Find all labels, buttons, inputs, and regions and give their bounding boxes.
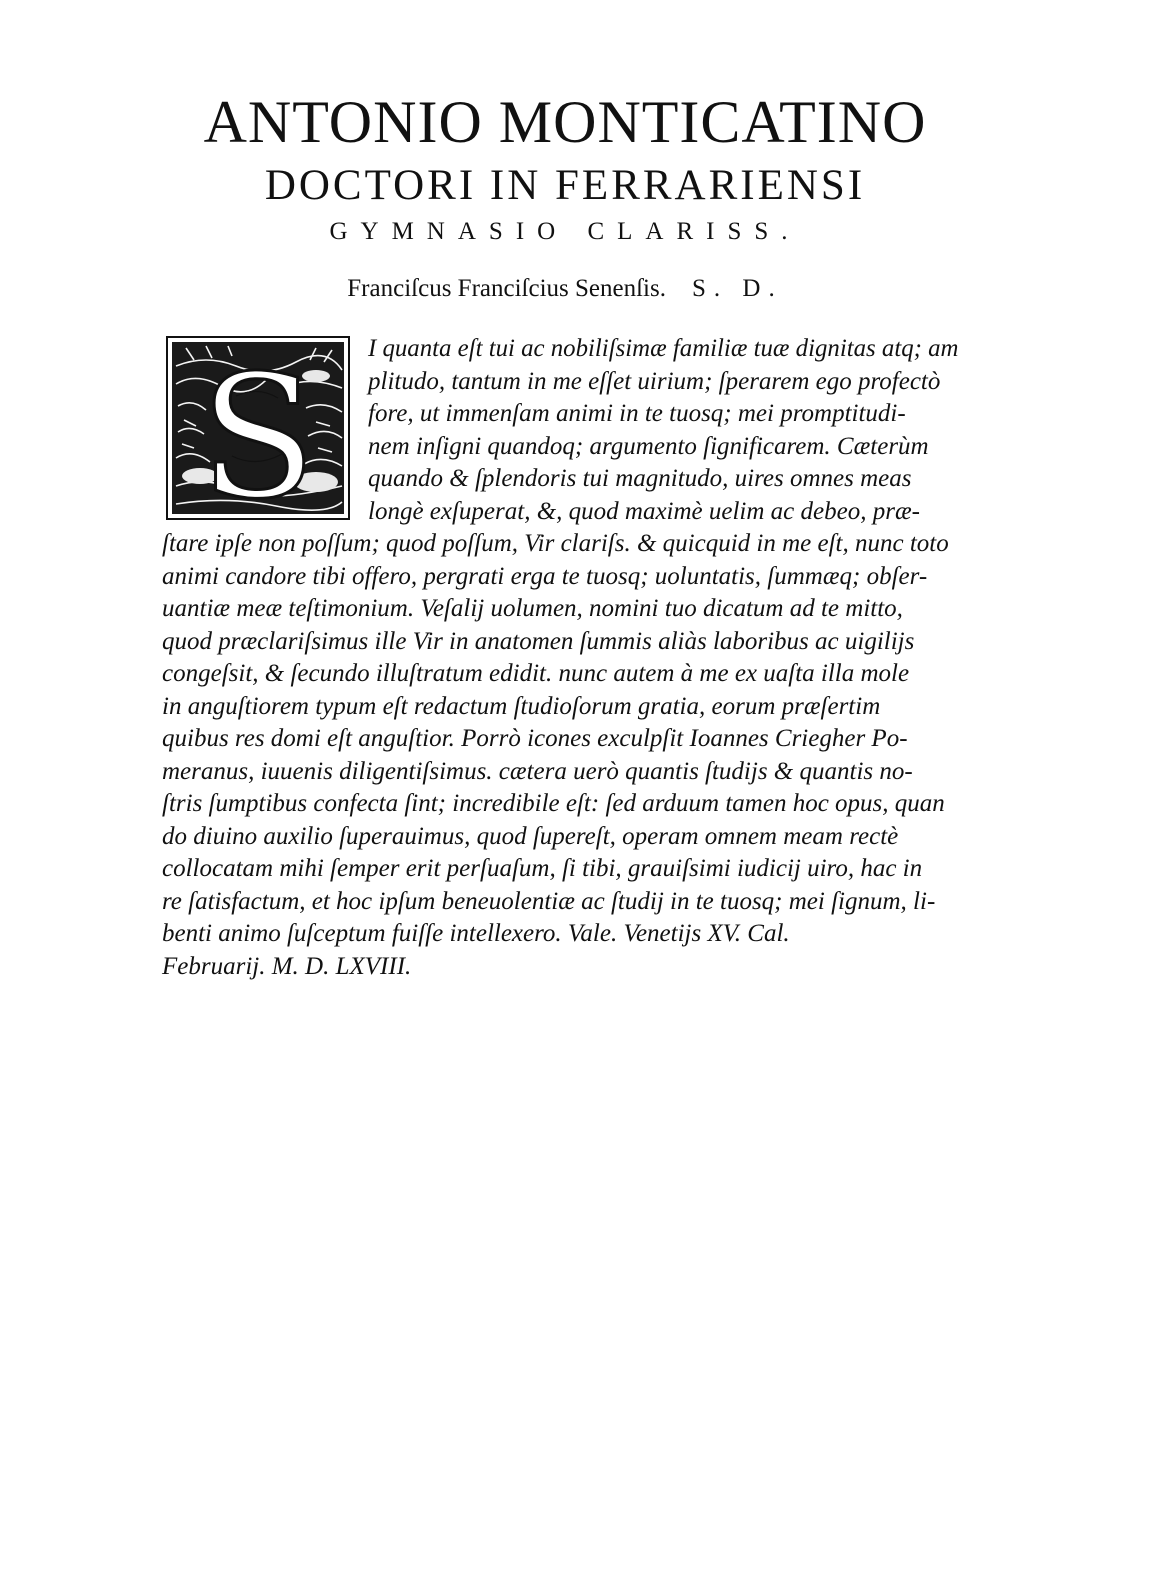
dedicatee-title: DOCTORI IN FERRARIENSI: [264, 162, 866, 209]
svg-text:S: S: [199, 339, 317, 520]
letter-date-line: Februarij. M. D. LXVIII.: [162, 952, 412, 980]
dedicatee-name: ANTONIO MONTICATINO: [203, 89, 927, 155]
letter-line: quibus res domi eſt anguſtior. Porrò icones exculpſit Ioannes Criegher Po-: [162, 725, 908, 752]
letter-text-beside-initial: [368, 333, 958, 528]
letter-line: I quanta eſt tui ac nobiliſsimæ familiæ tuæ dignitas atq; am: [368, 335, 959, 362]
letter-line: longè exſuperat, &, quod maximè uelim ac debeo, præ-: [368, 497, 920, 525]
letter-line: congeſsit, & ſecundo illuſtratum edidit. nunc autem à me ex uaſta illa mole: [162, 660, 910, 687]
letter-line: benti animo ſuſceptum fuiſſe intellexero. Vale. Venetijs XV. Cal.: [162, 920, 790, 947]
letter-line: nem inſigni quandoq; argumento ſignificarem. Cæterùm: [368, 432, 929, 460]
letter-line: collocatam mihi ſemper erit perſuaſum, ſi tibi, grauiſsimi iudicij uiro, hac in: [162, 855, 923, 882]
letter-line: uantiæ meæ teſtimonium. Veſalij uolumen, nomini tuo dicatum ad te mitto,: [162, 595, 903, 622]
author-name: Franciſcus Franciſcius Senenſis.: [347, 275, 666, 302]
letter-line: in anguſtiorem typum eſt redactum ſtudioſorum gratia, eorum præſertim: [162, 692, 881, 720]
salutation: [160, 272, 970, 306]
salutem-dicit: S. D.: [691, 275, 783, 302]
letter-line: animi candore tibi offero, pergrati erga te tuosq; uoluntatis, ſummæq; obſer-: [162, 562, 928, 590]
letter-line: meranus, iuuenis diligentiſsimus. cætera uerò quantis ſtudijs & quantis no-: [162, 757, 913, 785]
decorated-initial-s-icon: [166, 336, 350, 520]
dedicatee-institution: GYMNASIO CLARISS.: [329, 218, 801, 245]
letter-line: re ſatisfactum, et hoc ipſum beneuolentiæ ac ſtudij in te tuosq; mei ſignum, li-: [162, 887, 936, 915]
letter-line: quando & ſplendoris tui magnitudo, uires omnes meas: [368, 465, 912, 492]
letter-line: do diuino auxilio ſuperauimus, quod ſupereſt, operam omnem meam rectè: [162, 822, 899, 850]
letter-line: ſtris ſumptibus confecta ſint; incredibile eſt: ſed arduum tamen hoc opus, quan: [162, 790, 945, 817]
letter-line: fore, ut immenſam animi in te tuosq; mei promptitudi-: [368, 400, 906, 427]
letter-line: quod præclariſsimus ille Vir in anatomen ſummis aliàs laboribus ac uigilijs: [162, 627, 915, 655]
letter-line: ſtare ipſe non poſſum; quod poſſum, Vir clariſs. & quicquid in me eſt, nunc toto: [162, 530, 949, 557]
letter-text-full-width: [162, 528, 962, 983]
letter-line: plitudo, tantum in me eſſet uirium; ſperarem ego profectò: [368, 367, 941, 395]
